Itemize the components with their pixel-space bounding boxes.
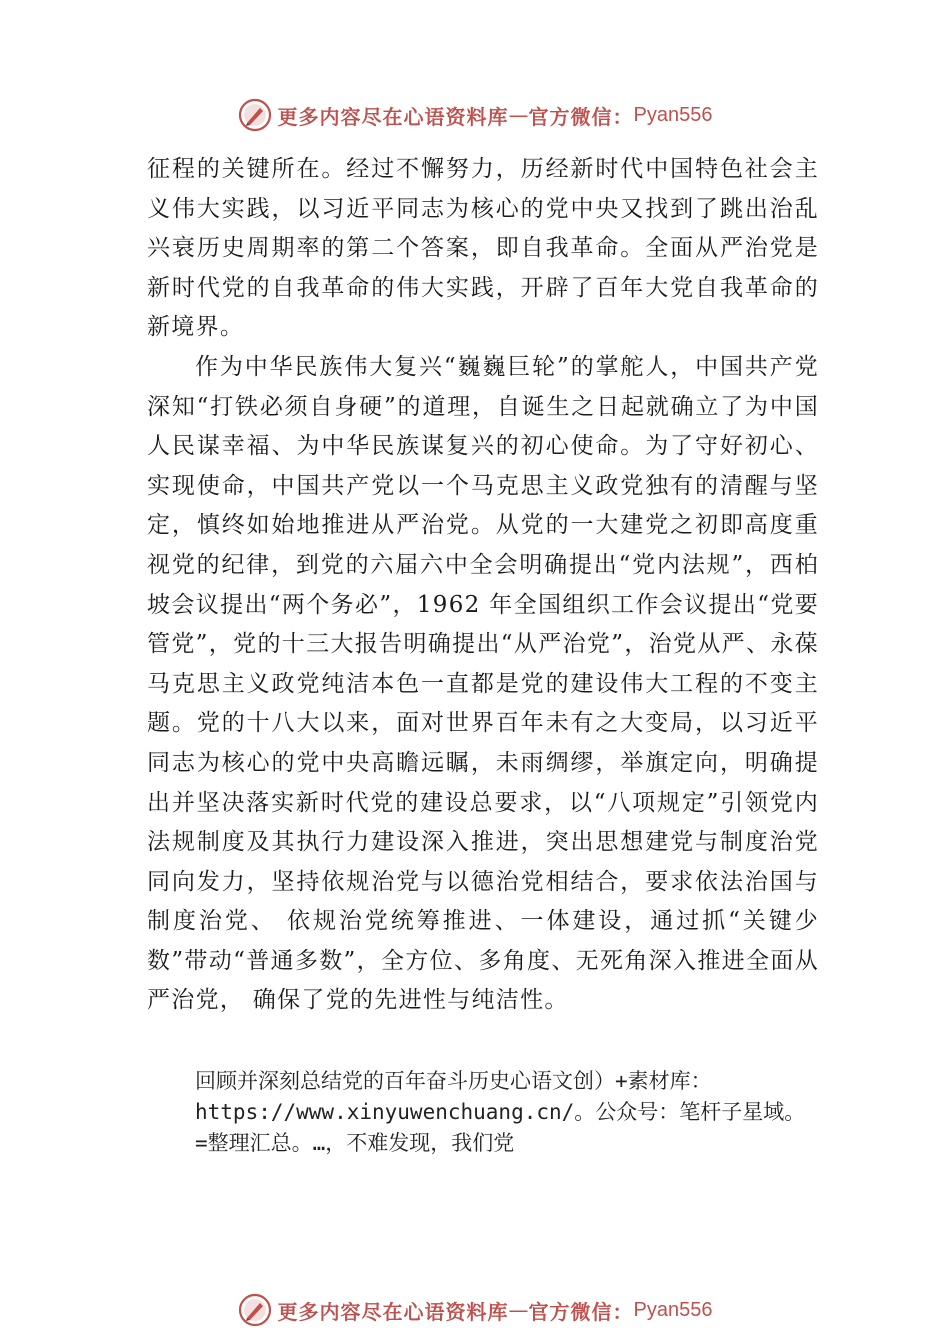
- banner-title: 更多内容尽在心语资料库: [277, 1299, 509, 1324]
- banner-label: 官方微信：: [528, 104, 634, 129]
- source-note-line-1: 回顾并深刻总结党的百年奋斗历史心语文创）+素材库：: [195, 1069, 712, 1093]
- document-body: [147, 150, 819, 1021]
- pen-seal-icon: [238, 1293, 272, 1327]
- paragraph-1: 征程的关键所在。经过不懈努力，历经新时代中国特色社会主义伟大实践，以习近平同志为核心的党中央又找到了跳出治乱兴衰历史周期率的第二个答案，即自我革命。全面从严治党是新时代党的自我革命的伟大实践，开辟了百年大党自我革命的新境界。: [147, 156, 819, 341]
- source-note: [195, 1066, 855, 1159]
- banner-wechat-id: Pyan556: [633, 103, 713, 126]
- paragraph-2: 作为中华民族伟大复兴“巍巍巨轮”的掌舵人，中国共产党深知“打铁必须自身硬”的道理，自诞生之日起就确立了为中国人民谋幸福、为中华民族谋复兴的初心使命。为了守好初心、实现使命，中国共产党以一个马克思主义政党独有的清醒与坚定，慎终如始地推进从严治党。从党的一大建党之初即高度重视党的纪律，到党的六届六中全会明确提出“党内法规”，西柏坡会议提出“两个务必”，1962 年全国组织工作会议提出“党要管党”，党的十三大报告明确提出“从严治党”，治党从严、永葆马克思主义政党纯洁本色一直都是党的建设伟大工程的不变主题。党的十八大以来，面对世界百年未有之大变局，以习近平同志为核心的党中央高瞻远瞩，未雨绸缪，举旗定向，明确提出并坚决落实新时代党的建设总要求，以“八项规定”引领党内法规制度及其执行力建设深入推进，突出思想建党与制度治党同向发力，坚持依规治党与以德治党相结合，要求依法治国与制度治党、 依规治党统筹推进、一体建设，通过抓“关键少数”带动“普通多数”，全方位、多角度、无死角深入推进全面从严治党， 确保了党的先进性与纯洁性。: [147, 353, 819, 1014]
- pen-seal-icon: [238, 98, 272, 132]
- banner-separator: —: [508, 1298, 529, 1322]
- banner-title: 更多内容尽在心语资料库: [277, 104, 509, 129]
- banner-wechat-id: Pyan556: [633, 1298, 713, 1321]
- source-note-line-2: https://www.xinyuwenchuang.cn/。公众号：笔杆子星域。: [195, 1100, 806, 1124]
- source-note-line-3: =整理汇总。…，不难发现，我们党: [195, 1131, 515, 1155]
- header-banner: [0, 95, 950, 135]
- banner-separator: —: [508, 103, 529, 127]
- footer-banner: [0, 1290, 950, 1330]
- banner-label: 官方微信：: [528, 1299, 634, 1324]
